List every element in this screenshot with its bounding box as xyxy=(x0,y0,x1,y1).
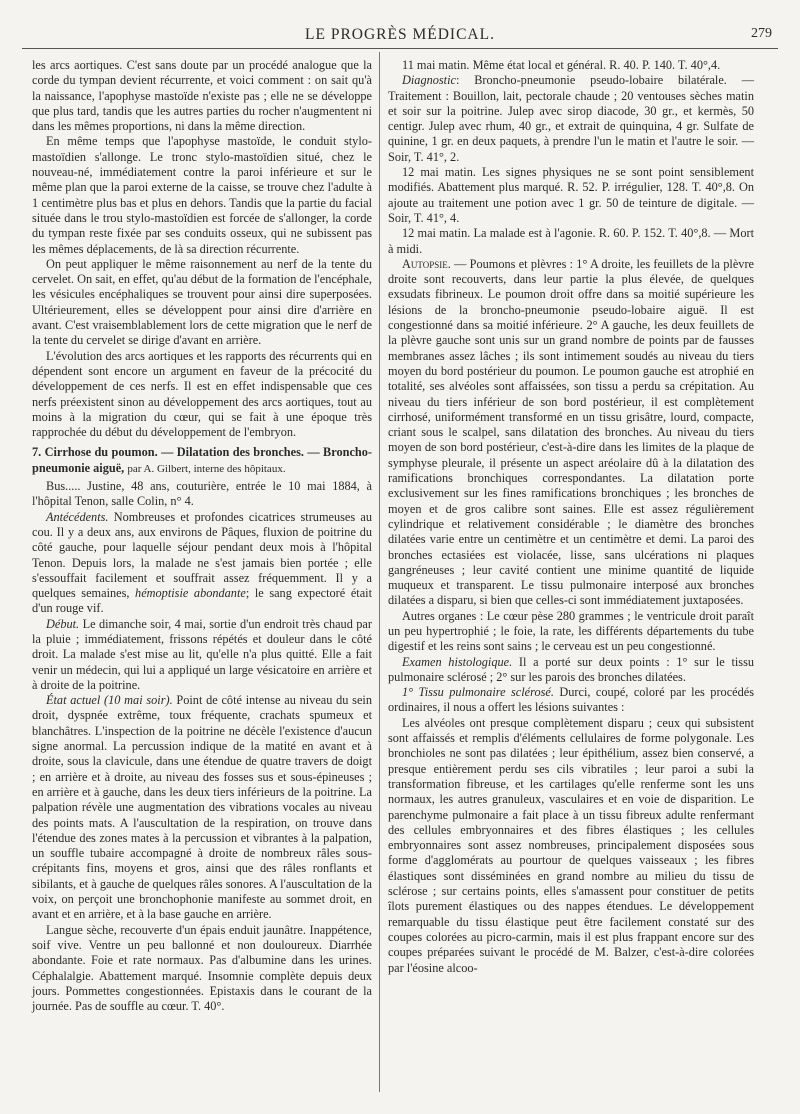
autopsie-label: Autopsie. xyxy=(402,256,451,271)
paragraph xyxy=(32,510,372,617)
paragraph: 12 mai matin. La malade est à l'agonie. R. 60. P. 152. T. 40°,8. — Mort à midi. xyxy=(388,226,754,256)
paragraph: 11 mai matin. Même état local et général. R. 40. P. 140. T. 40°,4. xyxy=(402,58,721,72)
examen-label: Examen histologique. xyxy=(402,654,513,669)
paragraph xyxy=(388,73,754,165)
paragraph: Langue sèche, recouverte d'un épais enduit jaunâtre. Inappétence, soif vive. Ventre un peu ballonné et non douloureux. Diarrhée abondante. Foie et rate normaux. Pas d'albumine dans les urines. Céphalalgie. Abattement marqué. Insomnie complète depuis deux jours. Pommettes congestionnées. Epistaxis dans le courant de la journée. Pas de souffle au cœur. T. 40°. xyxy=(32,922,372,1014)
left-column xyxy=(32,58,372,1014)
journal-title: LE PROGRÈS MÉDICAL. xyxy=(305,26,495,43)
antecedents-label: Antécédents. xyxy=(46,509,109,524)
hemoptysis-label: hémoptisie abondante xyxy=(135,586,246,601)
paragraph: On peut appliquer le même raisonnement au nerf de la tente du cervelet. On sait, en effet, qu'au début de la formation de l'encéphale, les vésicules encéphaliques se trouvent pour ainsi dire superposées. Ultérieurement, elles se développent pour ainsi dire d'arrière en avant. C'est vraisemblablement lors de cette migration que le nerf de la tente du cervelet se dirige d'avant en arrière. xyxy=(32,256,372,348)
column-divider xyxy=(379,52,380,1092)
paragraph xyxy=(388,257,754,609)
paragraph: 12 mai matin. Les signes physiques ne se sont point sensiblement modifiés. Abattement plus marqué. R. 52. P. irrégulier, 128. T. 40°,8. On ajoute au traitement une potion avec 1 gr. 50 de teinture de digitale. — Soir, T. 41°, 4. xyxy=(388,165,754,225)
section-author: par A. Gilbert, interne des hôpitaux. xyxy=(127,462,286,475)
page-header xyxy=(22,26,778,49)
paragraph-text: Point de côté intense au niveau du sein droit, dyspnée extrême, toux fréquente, crachats spumeux et blanchâtres. L'inspection de la poitrine ne décèle l'existence d'aucun signe anormal. La percussion indique de la matité en avant et à droite, sous la clavicule, dans une étendue de quatre travers de doigt ; en arrière et à droite, au niveau des fosses sus et sous-épineuses ; en arrière et à gauche, dans les deux tiers inférieurs de la poitrine. La palpation révèle une augmentation des vibrations vocales au niveau des points mats. A l'auscultation de la respiration, on trouve dans l'étendue des zones mates à la percussion et vibrantes à la palpation, un souffle tubaire accompagné à droite de nombreux râles sous-crépitants fins, moyens et gros, ainsi que des râles ronflants et sibilants, et à gauche de quelques râles sonores. A l'auscultation de la voix, on perçoit une bronchophonie manifeste au sommet droit, en avant et en arrière, et à la base gauche en arrière. xyxy=(32,693,372,922)
paragraph-text: Il a porté sur deux points : 1° sur le tissu pulmonaire sclérosé ; 2° sur les parois des bronches dilatées. xyxy=(388,654,755,684)
paragraph-text: ; le sang expectoré était d'un rouge vif. xyxy=(32,586,372,616)
right-column xyxy=(388,58,754,976)
section-heading xyxy=(32,445,372,477)
paragraph xyxy=(388,685,754,716)
etat-actuel-label: État actuel (10 mai soir). xyxy=(46,693,173,708)
paragraph: Les alvéoles ont presque complètement disparu ; ceux qui subsistent sont affaissés et remplis d'éléments cellulaires de forme polygonale. Les bronchioles ne sont pas dilatées ; leur épithélium, assez bien conservé, a presque entièrement perdu ses cils vibratiles ; leur paroi a subi la transformation fibreuse, et les cartilages qu'elle renferme sont les uns normaux, les autres granuleux, vasculaires et en voie de disparition. Le parenchyme pulmonaire a fait place à un tissu fibreux adulte renfermant des cellules embryonnaires et des fibres élastiques ; les cellules embryonnaires sont assez nombreuses, principalement disposées sous forme d'agglomérats au pourtour de quelques vaisseaux ; les fibres élastiques sont disséminées en grand nombre au milieu du tissu de sclérose ; sur certains points, elles s'amassent pour constituer de petits îlots purement élastiques ou des nappes étendues. Le développement remarquable du tissu élastique peut être facilement constaté sur des coupes colorées au picro-carmin, mais il est plus frappant encore sur des coupes préparées suivant le procédé de M. Balzer, c'est-à-dire colorées par l'éosine alcoo- xyxy=(388,715,754,975)
paragraph: En même temps que l'apophyse mastoïde, le conduit stylo-mastoïdien s'allonge. Le tronc stylo-mastoïdien situé, chez le nouveau-né, immédiatement contre la paroi inférieure et sur le même plan que la paroi externe de la caisse, se trouve chez l'adulte à 1 centimètre plus bas et plus en dehors. Tandis que la partie du facial située dans le trou stylo-mastoïdien est forcée de s'allonger, la corde du tympan reste fixée par ses conduits osseux, qui ne subissent pas les mêmes déplacements, de là sa direction récurrente. xyxy=(32,134,372,256)
paragraph-text: — Poumons et plèvres : 1° A droite, les feuillets de la plèvre droite sont recouverts, dans leur partie la plus élevée, de quelques exsudats fibrineux. Le poumon droit offre dans sa moitié supérieure les lésions de la broncho-pneumonie pseudo-lobaire aiguë. Il est congestionné dans sa moitié inférieure. 2° A gauche, les deux feuillets de la plèvre gauche sont unis sur un grand nombre de points par de fausses membranes assez lâches ; ils sont intimement soudés au niveau du tiers moyen du bord postérieur du poumon. Le poumon gauche est atrophié en totalité, ses alvéoles sont affaissées, son tissu a perdu sa crépitation. Au niveau du tiers inférieur de son bord postérieur, il est complètement cirrhosé, uniformément transformé en un tissu grisâtre, lourd, compacte, criant sous le scalpel, sans dilatation des bronches. Au niveau du tiers moyen de son bord postérieur, c'est-à-dire dans les limites de la plaque de symphyse pleurale, il présente un aspect aréolaire dû à la dilatation des ramifications bronchiques correspondantes. La dilatation porte exclusivement sur les fines ramifications bronchiques ; les bronches de moyen et de gros calibre sont saines. Elle est assez régulièrement cylindrique et relativement considérable ; le diamètre des bronches dilatées varie entre un centimètre et un centimètre et demi. La paroi des bronches ectasiées est violacée, lisse, sans ulcérations ni plaques gangréneuses ; leur cavité contient une minime quantité de liquide muqueux et transparent. Le tissu pulmonaire interposé aux bronches dilatées a disparu, si bien que celles-ci sont immédiatement juxtaposées. xyxy=(388,256,755,608)
paragraph: L'évolution des arcs aortiques et les rapports des récurrents qui en dépendent sont encore un argument en faveur de la précocité du développement de ces nerfs. Il est en effet indispensable que ces nerfs préexistent sinon au développement des arcs aortiques, tout au moins à la migration du cœur, qui se fait à une époque très rapprochée du début du développement de l'embryon. xyxy=(32,348,372,440)
paragraph-text: : Broncho-pneumonie pseudo-lobaire bilatérale. — Traitement : Bouillon, lait, pectorale chaude ; 20 ventouses sèches matin et soir sur la poitrine. Julep avec sirop diacode, 30 gr., et kermès, 50 centigr. Julep avec rhum, 40 gr., et extrait de quinquina, 4 gr. Sulfate de quinine, 1 gr. en deux paquets, à prendre l'un le matin et l'autre le soir. — Soir, T. 41°, 2. xyxy=(388,73,754,164)
page-number: 279 xyxy=(751,26,772,41)
paragraph: les arcs aortiques. C'est sans doute par un procédé analogue que la corde du tympan devient récurrente, et voici comment : on sait qu'à la naissance, l'apophyse mastoïde n'existe pas ; elle ne se développe que plus tard, tandis que les autres parties du rocher n'augmentent ni dans les mêmes proportions, ni dans la même direction. xyxy=(32,58,372,134)
paragraph-text: Le dimanche soir, 4 mai, sortie d'un endroit très chaud par la pluie ; immédiatement, frissons répétés et douleur dans le côté droit. La malade s'est mise au lit, qu'elle n'a plus quitté. Elle a fait venir un médecin, qui lui a appliqué un large vésicatoire en arrière et à droite de la poitrine. xyxy=(32,616,372,692)
paragraph xyxy=(388,655,754,686)
paragraph-text: Durci, coupé, coloré par les procédés ordinaires, il nous a offert les lésions suivantes : xyxy=(388,685,754,715)
paragraph-text: Nombreuses et profondes cicatrices strumeuses au cou. Il y a deux ans, aux environs de Pâques, fluxion de poitrine du côté gauche, pour laquelle séjour pendant deux mois à l'hôpital Tenon. Depuis lors, la malade ne s'est jamais bien portée ; elle s'essouffait facilement et souffrait assez fréquemment. Il y a quelques semaines, xyxy=(32,509,372,601)
paragraph: Autres organes : Le cœur pèse 280 grammes ; le ventricule droit paraît un peu hypertrophié ; le foie, la rate, les différents départements du tube digestif et les reins sont sains ; le cerveau est un peu congestionné. xyxy=(388,608,754,654)
paragraph xyxy=(32,693,372,922)
paragraph: Bus..... Justine, 48 ans, couturière, entrée le 10 mai 1884, à l'hôpital Tenon, salle Colin, n° 4. xyxy=(32,479,372,509)
section-title: 7. Cirrhose du poumon. — Dilatation des bronches. — Broncho-pneumonie aiguë, xyxy=(32,445,372,475)
paragraph xyxy=(32,617,372,693)
debut-label: Début. xyxy=(46,616,80,631)
diagnostic-label: Diagnostic xyxy=(402,73,456,88)
tissu-label: 1° Tissu pulmonaire sclérosé. xyxy=(402,685,554,700)
